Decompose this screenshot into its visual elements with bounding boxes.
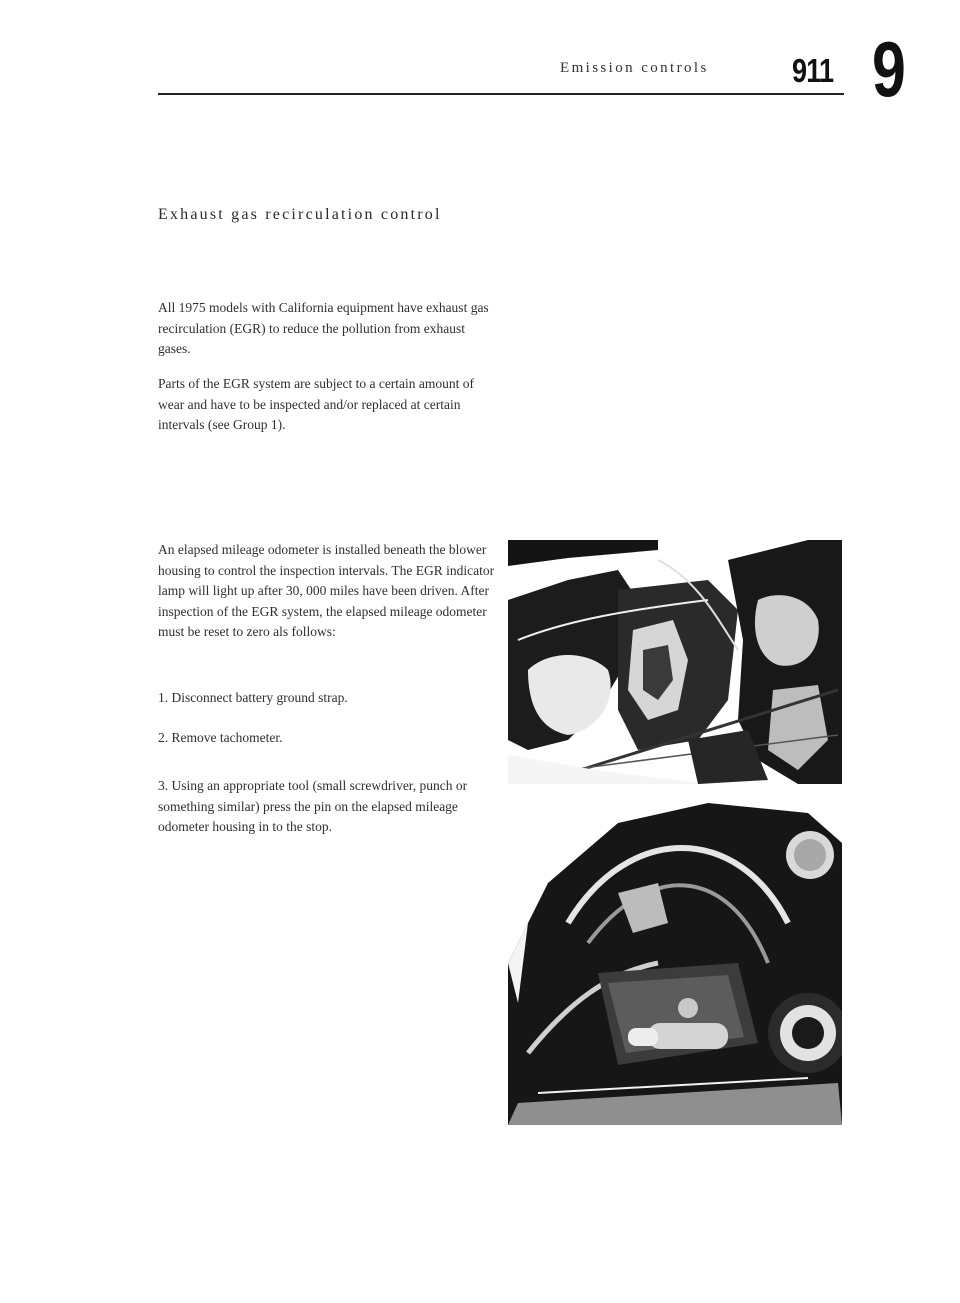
header-rule — [158, 93, 844, 95]
step-2: 2. Remove tachometer. — [158, 730, 283, 745]
header-section-title: Emission controls — [560, 60, 709, 76]
paragraph-odometer: An elapsed mileage odometer is installed beneath the blower housing to control the inspection intervals. The EGR indicator lamp will light up after 30, 000 miles have been driven. After inspection of the EGR system, the elapsed mileage odometer must be reset to zero als follows: — [158, 542, 495, 639]
header-model-number: 911 — [792, 52, 834, 89]
paragraph-wear: Parts of the EGR system are subject to a certain amount of wear and have to be inspected and/or replaced at certain intervals (see Group 1). — [158, 376, 475, 432]
step-3: 3. Using an appropriate tool (small screwdriver, punch or something similar) press the pin on the elapsed mileage odometer housing in to the stop. — [158, 778, 468, 834]
step-1: 1. Disconnect battery ground strap. — [158, 690, 348, 705]
header-group-number: 9 — [872, 25, 906, 113]
photo-mileage-odometer — [508, 803, 842, 1125]
photo-blower-housing — [508, 540, 842, 784]
paragraph-intro: All 1975 models with California equipment have exhaust gas recirculation (EGR) to reduce the pollution from exhaust gases. — [158, 300, 489, 356]
section-title: Exhaust gas recirculation control — [158, 206, 442, 223]
